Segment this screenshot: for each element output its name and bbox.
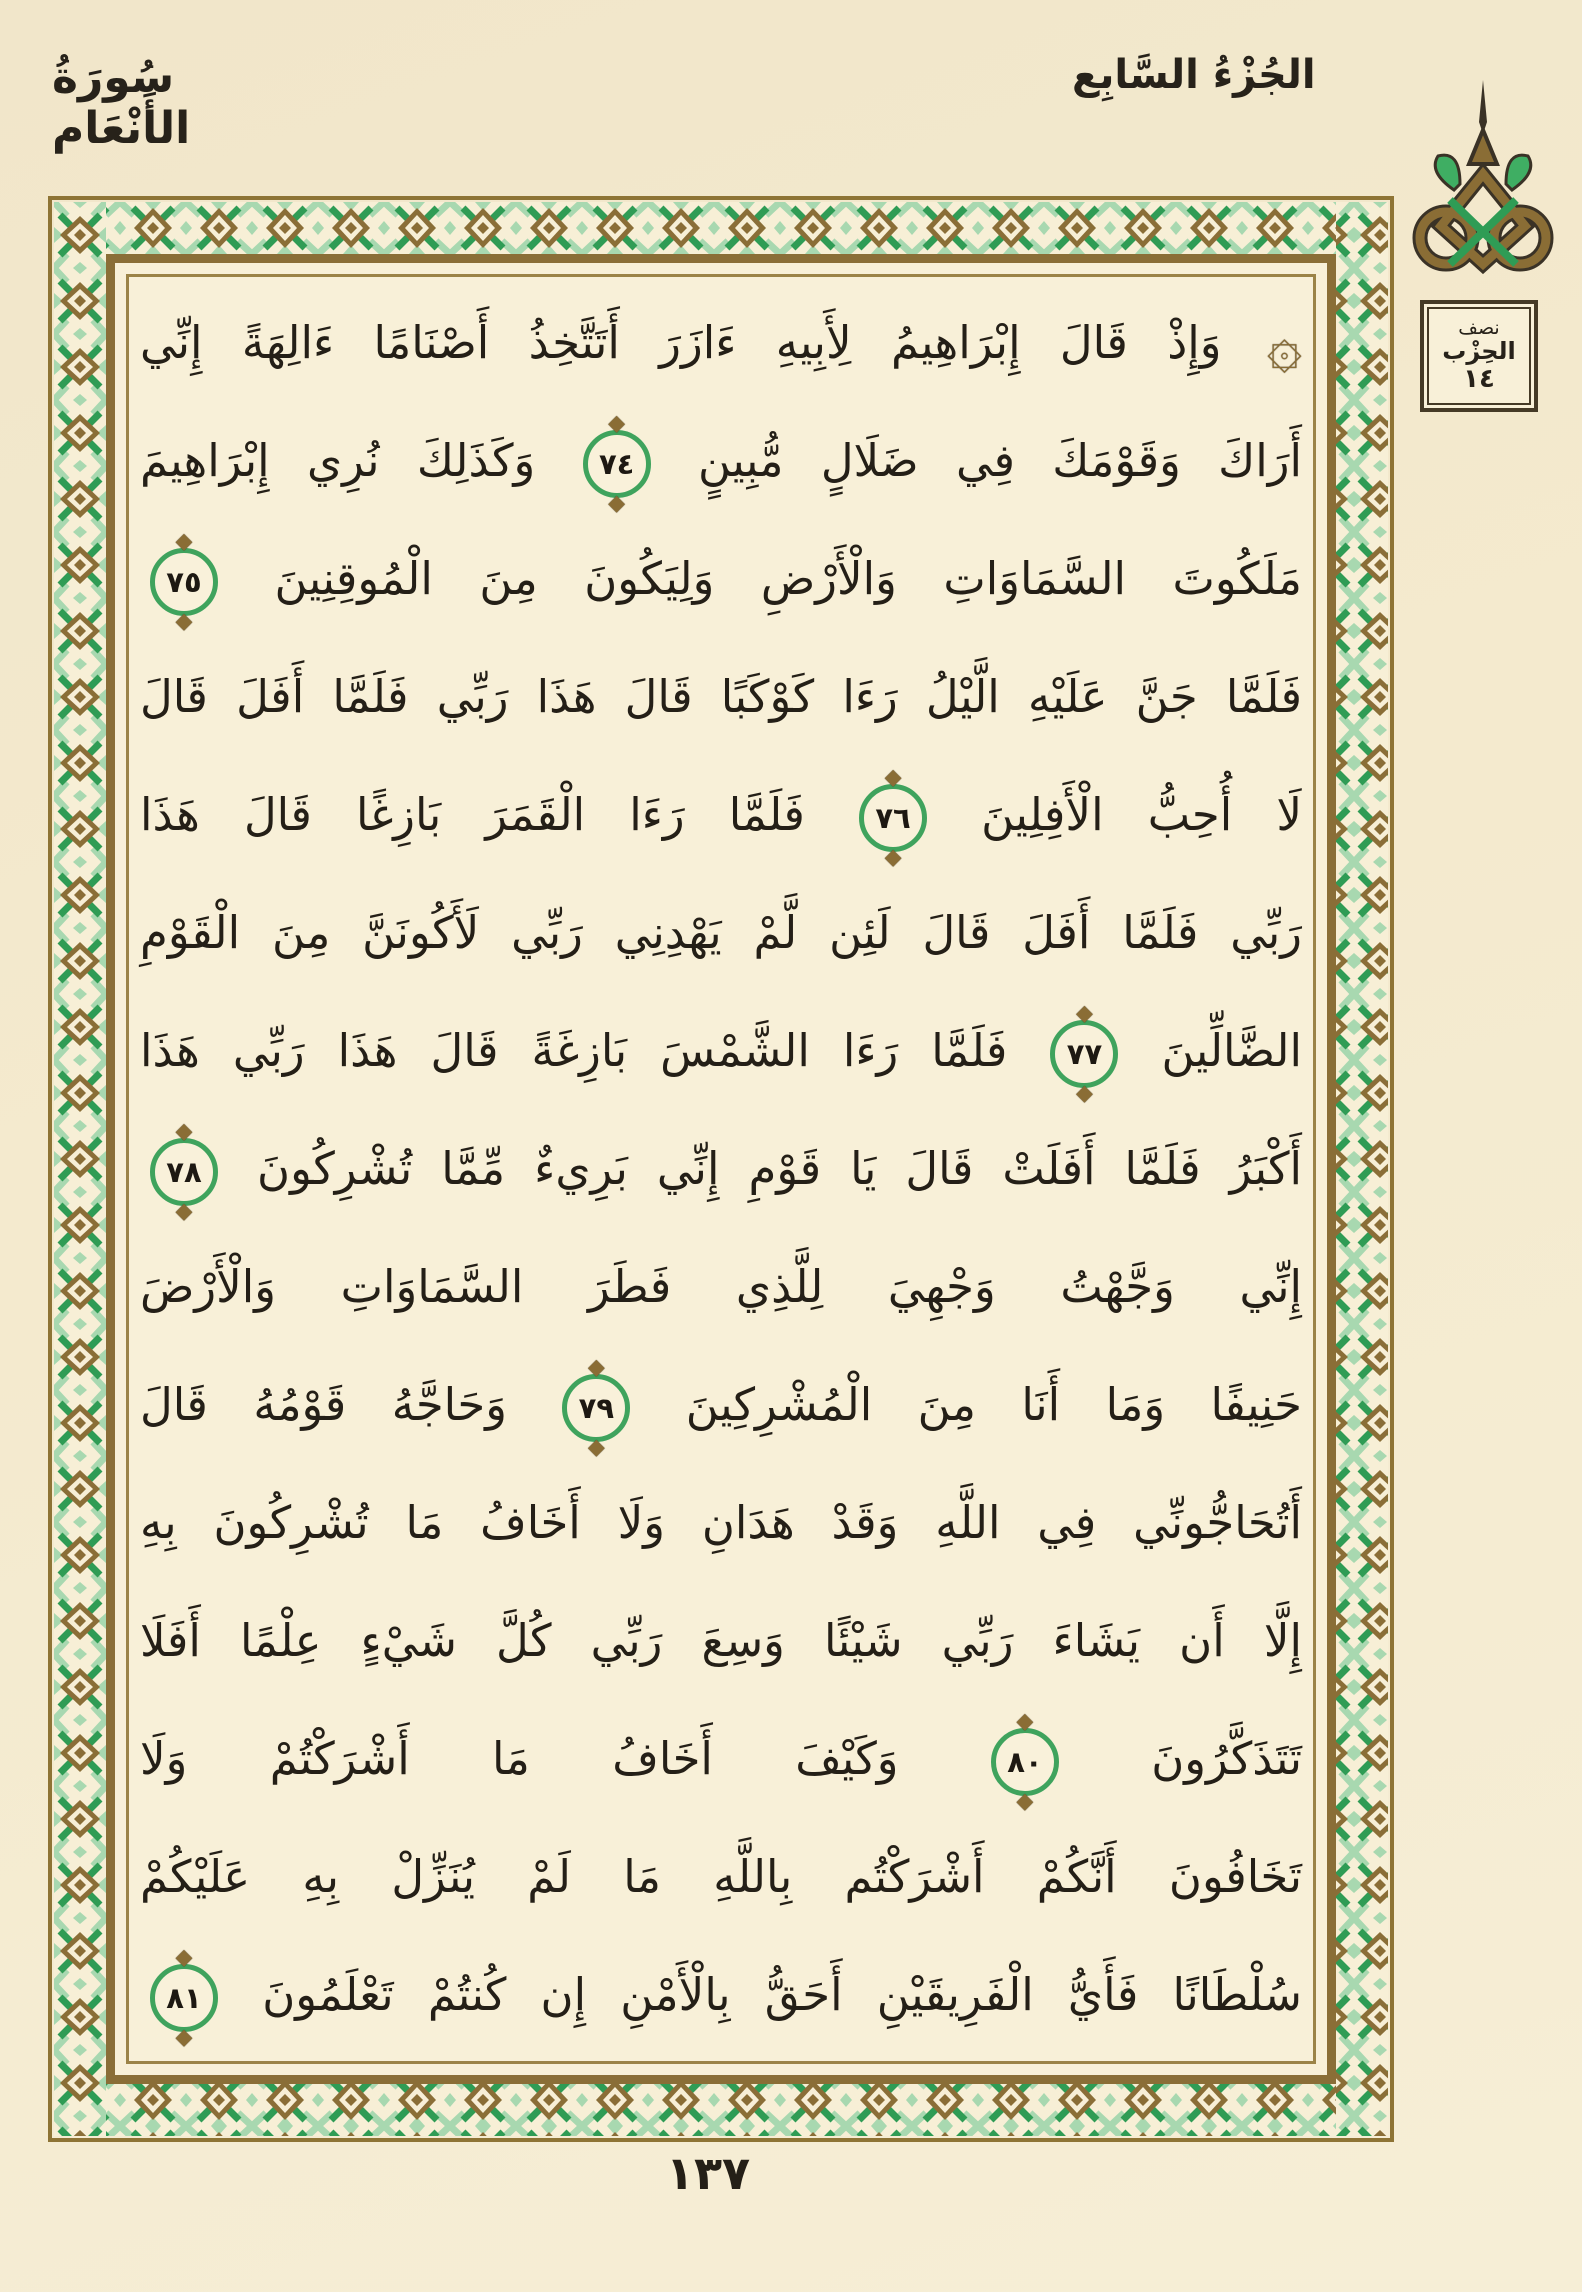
quran-line (140, 402, 1302, 520)
juz-title: الجُزْءُ السَّابِع (1072, 52, 1316, 98)
quran-text: الضَّالِّينَ (1161, 1024, 1302, 1077)
verse-number-medallion: ◆ ٧٧ ◆ (1050, 1020, 1118, 1088)
quran-line (140, 1346, 1302, 1464)
quran-text: إِلَّا أَن يَشَاءَ رَبِّي شَيْئًا وَسِعَ رَبِّي كُلَّ شَيْءٍ عِلْمًا أَفَلَا (140, 1614, 1302, 1667)
verse-number-medallion: ◆ ٨٠ ◆ (991, 1728, 1059, 1796)
hizb-label-top: نصف (1458, 316, 1500, 339)
quran-text: وَكَذَلِكَ نُرِي إِبْرَاهِيمَ (140, 434, 536, 487)
quran-text: أَكْبَرُ فَلَمَّا أَفَلَتْ قَالَ يَا قَوْمِ إِنِّي بَرِيءٌ مِّمَّا تُشْرِكُونَ (257, 1142, 1302, 1195)
quran-text: تَخَافُونَ أَنَّكُمْ أَشْرَكْتُم بِاللَّهِ مَا لَمْ يُنَزِّلْ بِهِ عَلَيْكُمْ (140, 1850, 1302, 1903)
quran-text: حَنِيفًا وَمَا أَنَا مِنَ الْمُشْرِكِينَ (685, 1378, 1302, 1431)
hizb-marker (1398, 78, 1568, 428)
quran-line (140, 1700, 1302, 1818)
quran-text: فَلَمَّا جَنَّ عَلَيْهِ الَّيْلُ رَءَا كَوْكَبًا قَالَ هَذَا رَبِّي فَلَمَّا أَفَلَ قَالَ (140, 670, 1302, 723)
mushaf-lines (140, 284, 1302, 2054)
quran-text: لَا أُحِبُّ الْأَفِلِينَ (981, 788, 1302, 841)
quran-text: إِنِّي وَجَّهْتُ وَجْهِيَ لِلَّذِي فَطَرَ السَّمَاوَاتِ وَالْأَرْضَ (140, 1260, 1302, 1313)
quran-line (140, 1464, 1302, 1582)
quran-text: أَتُحَاجُّونِّي فِي اللَّهِ وَقَدْ هَدَانِ وَلَا أَخَافُ مَا تُشْرِكُونَ بِهِ (140, 1496, 1302, 1549)
quran-line (140, 1110, 1302, 1228)
quran-text: وَكَيْفَ أَخَافُ مَا أَشْرَكْتُمْ وَلَا (140, 1732, 899, 1785)
quran-text: سُلْطَانًا فَأَيُّ الْفَرِيقَيْنِ أَحَقُّ بِالْأَمْنِ إِن كُنتُمْ تَعْلَمُونَ (262, 1968, 1303, 2021)
quran-text: أَرَاكَ وَقَوْمَكَ فِي ضَلَالٍ مُّبِينٍ (697, 434, 1302, 487)
verse-number-medallion: ◆ ٨١ ◆ (150, 1964, 218, 2032)
page-frame (48, 196, 1394, 2142)
verse-number-medallion: ◆ ٧٥ ◆ (150, 548, 218, 616)
quran-text: فَلَمَّا رَءَا الْقَمَرَ بَازِغًا قَالَ هَذَا (140, 788, 805, 841)
quran-text: مَلَكُوتَ السَّمَاوَاتِ وَالْأَرْضِ وَلِيَكُونَ مِنَ الْمُوقِنِينَ (274, 552, 1302, 605)
quran-text: وَإِذْ قَالَ إِبْرَاهِيمُ لِأَبِيهِ ءَازَرَ أَتَتَّخِذُ أَصْنَامًا ءَالِهَةً إِنِّي (140, 316, 1222, 369)
quran-line (140, 756, 1302, 874)
quran-text: فَلَمَّا رَءَا الشَّمْسَ بَازِغَةً قَالَ هَذَا رَبِّي هَذَا (140, 1024, 1008, 1077)
rub-el-hizb-icon: ۞ (1266, 311, 1302, 381)
quran-text: تَتَذَكَّرُونَ (1151, 1732, 1302, 1785)
quran-line (140, 520, 1302, 638)
hizb-number: ١٤ (1463, 363, 1495, 394)
page-number: ١٣٧ (665, 2146, 751, 2200)
verse-number-medallion: ◆ ٧٤ ◆ (583, 430, 651, 498)
quran-line (140, 1582, 1302, 1700)
quran-text: وَحَاجَّهُ قَوْمُهُ قَالَ (140, 1378, 507, 1431)
quran-line (140, 1818, 1302, 1936)
quran-line (140, 992, 1302, 1110)
quran-line (140, 284, 1302, 402)
quran-line (140, 1936, 1302, 2054)
verse-number-medallion: ◆ ٧٩ ◆ (562, 1374, 630, 1442)
hizb-box (1420, 300, 1538, 412)
hizb-label-middle: الحِزْب (1442, 336, 1516, 365)
quran-line (140, 638, 1302, 756)
surah-title: سُورَةُ الأَنْعَام (52, 52, 191, 154)
hizb-knot-icon (1398, 78, 1568, 306)
quran-line (140, 874, 1302, 992)
verse-number-medallion: ◆ ٧٦ ◆ (859, 784, 927, 852)
quran-text: رَبِّي فَلَمَّا أَفَلَ قَالَ لَئِن لَّمْ يَهْدِنِي رَبِّي لَأَكُونَنَّ مِنَ الْقَوْمِ (140, 906, 1302, 959)
verse-number-medallion: ◆ ٧٨ ◆ (150, 1138, 218, 1206)
quran-line (140, 1228, 1302, 1346)
